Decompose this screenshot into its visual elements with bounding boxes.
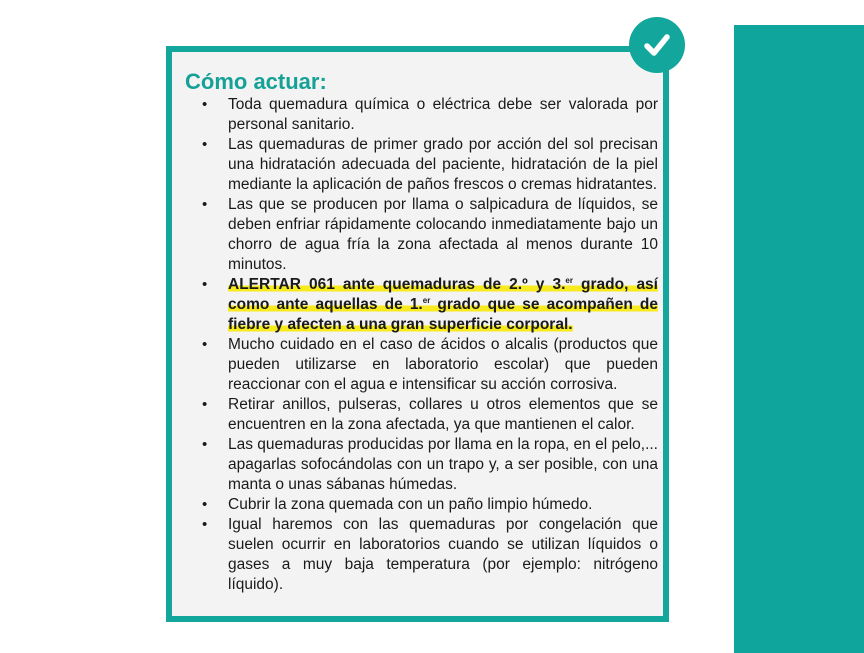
highlighted-alert: ALERTAR 061 ante quemaduras de 2.º y 3.$^{er}$ grado, así como ante aquellas de 1.$^{er}$ grado que se acompañen de fiebre y afecten a una gran superficie corporal. — [228, 276, 659, 333]
list-item: • Las quemaduras producidas por llama en la ropa, en el pelo,... apagarlas sofocándolas con un trapo y, a ser posible, con una manta o unas sábanas húmedas. — [202, 436, 658, 493]
check-circle-icon — [629, 17, 685, 73]
list-item: • Cubrir la zona quemada con un paño limpio húmedo. — [202, 496, 593, 513]
list-item: • Toda quemadura química o eléctrica debe ser valorada por personal sanitario. — [202, 96, 658, 133]
instructions-list — [172, 95, 658, 595]
bullet-icon: • — [202, 336, 208, 353]
list-item: • Las que se producen por llama o salpicadura de líquidos, se deben enfriar rápidamente colocando inmediatamente bajo un chorro de agua fría la zona afectada al menos durante 10 minutos. — [202, 196, 658, 273]
instructions-box — [166, 46, 669, 622]
list-item: • Retirar anillos, pulseras, collares u otros elementos que se encuentren en la zona afectada, ya que mantienen el calor. — [202, 396, 658, 433]
bullet-icon: • — [202, 96, 208, 113]
list-item-alert — [172, 275, 658, 335]
bullet-icon: • — [202, 396, 208, 413]
bullet-icon: • — [202, 436, 208, 453]
bullet-icon: • — [202, 136, 208, 153]
bullet-icon: • — [202, 496, 208, 513]
bullet-icon: • — [202, 276, 208, 293]
list-item: • Mucho cuidado en el caso de ácidos o alcalis (productos que pueden utilizarse en laboratorio escolar) que pueden reaccionar con el agua e intensificar su acción corrosiva. — [202, 336, 658, 393]
bullet-icon: • — [202, 196, 208, 213]
bullet-icon: • — [202, 516, 208, 533]
box-title: Cómo actuar: — [185, 69, 327, 94]
list-item: • Las quemaduras de primer grado por acción del sol precisan una hidratación adecuada del paciente, hidratación de la piel mediante la aplicación de paños frescos o cremas hidratantes. — [202, 136, 658, 193]
side-panel — [734, 25, 864, 653]
list-item: • Igual haremos con las quemaduras por congelación que suelen ocurrir en laboratorios cuando se utilizan líquidos o gases a muy baja temperatura (por ejemplo: nitrógeno líquido). — [202, 516, 658, 593]
